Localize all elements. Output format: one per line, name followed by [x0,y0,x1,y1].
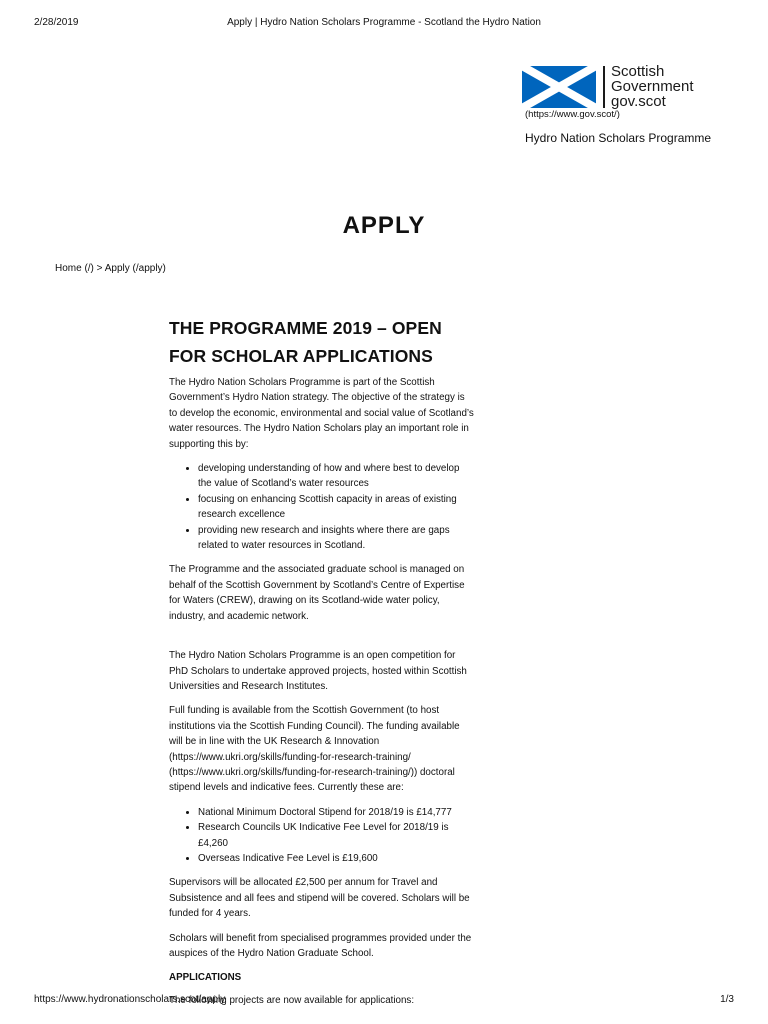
list-item: • developing understanding of how and where best to develop the value of Scotland’s water resources [198,461,474,492]
page-title: APPLY [342,212,426,239]
intro-paragraph: The Hydro Nation Scholars Programme is part of the Scottish Government’s Hydro Nation strategy. The objective of the strategy is to develop the economic, environmental and social value of Scotland’s water resources. The Hydro Nation Scholars play an important role in supporting this by: [169,377,474,450]
list-item: • providing new research and insights where there are gaps related to water resources in Scotland. [198,523,474,554]
aims-list [169,461,474,553]
saltire-flag-icon [522,66,596,108]
main-content [169,314,474,1017]
gov-scot-link[interactable]: (https://www.gov.scot/) [525,109,620,120]
logo-line-govscot: gov.scot [611,93,666,110]
logo-line-scottish: Scottish [611,63,665,80]
breadcrumb[interactable]: Home (/) > Apply (/apply) [55,263,166,274]
applications-paragraph: The following projects are now available for applications: [169,994,415,1006]
programme-heading: THE PROGRAMME 2019 – OPEN FOR SCHOLAR APPLICATIONS [169,318,442,366]
list-item: • focusing on enhancing Scottish capacity in areas of existing research excellence [198,492,474,523]
site-name-link[interactable]: Hydro Nation Scholars Programme [525,131,712,145]
print-footer-url: https://www.hydronationscholars.scot/apply [34,994,226,1005]
list-item: • Research Councils UK Indicative Fee Level for 2018/19 is £4,260 [198,820,474,851]
list-item: • Overseas Indicative Fee Level is £19,600 [198,851,474,866]
managed-paragraph: The Programme and the associated graduate school is managed on behalf of the Scottish Government by Scotland’s Centre of Expertise for Waters (CREW), drawing on its Scotland-wide water policy, industry, and academic network. [169,564,465,622]
print-page-title: Apply | Hydro Nation Scholars Programme - Scotland the Hydro Nation [227,17,541,28]
supervisors-paragraph: Supervisors will be allocated £2,500 per annum for Travel and Subsistence and all fees and stipend will be covered. Scholars will be funded for 4 years. [169,877,470,920]
funding-paragraph: Full funding is available from the Scottish Government (to host institutions via the Scottish Funding Council). The funding available will be in line with the UK Research & Innovation (https://www.ukri.org/skills/funding-for-research-training/ (https://www.ukri.org/skills/funding-for-research-training/)) doctoral stipend levels and indicative fees. Currently these are: [169,705,460,794]
benefit-paragraph: Scholars will benefit from specialised programmes provided under the auspices of the Hydro Nation Graduate School. [169,932,472,959]
print-date: 2/28/2019 [34,17,79,28]
applications-heading: APPLICATIONS [169,972,242,984]
competition-paragraph: The Hydro Nation Scholars Programme is an open competition for PhD Scholars to undertake approved projects, hosted within Scottish Universities and Research Institutes. [169,650,467,692]
scottish-government-logo[interactable] [522,64,712,110]
logo-wordmark [611,64,694,109]
print-page-number: 1/3 [720,994,734,1005]
logo-line-government: Government [611,78,694,95]
list-item: • National Minimum Doctoral Stipend for 2018/19 is £14,777 [198,805,474,820]
logo-divider [603,66,605,108]
spacer [169,633,474,648]
fees-list [169,805,474,867]
